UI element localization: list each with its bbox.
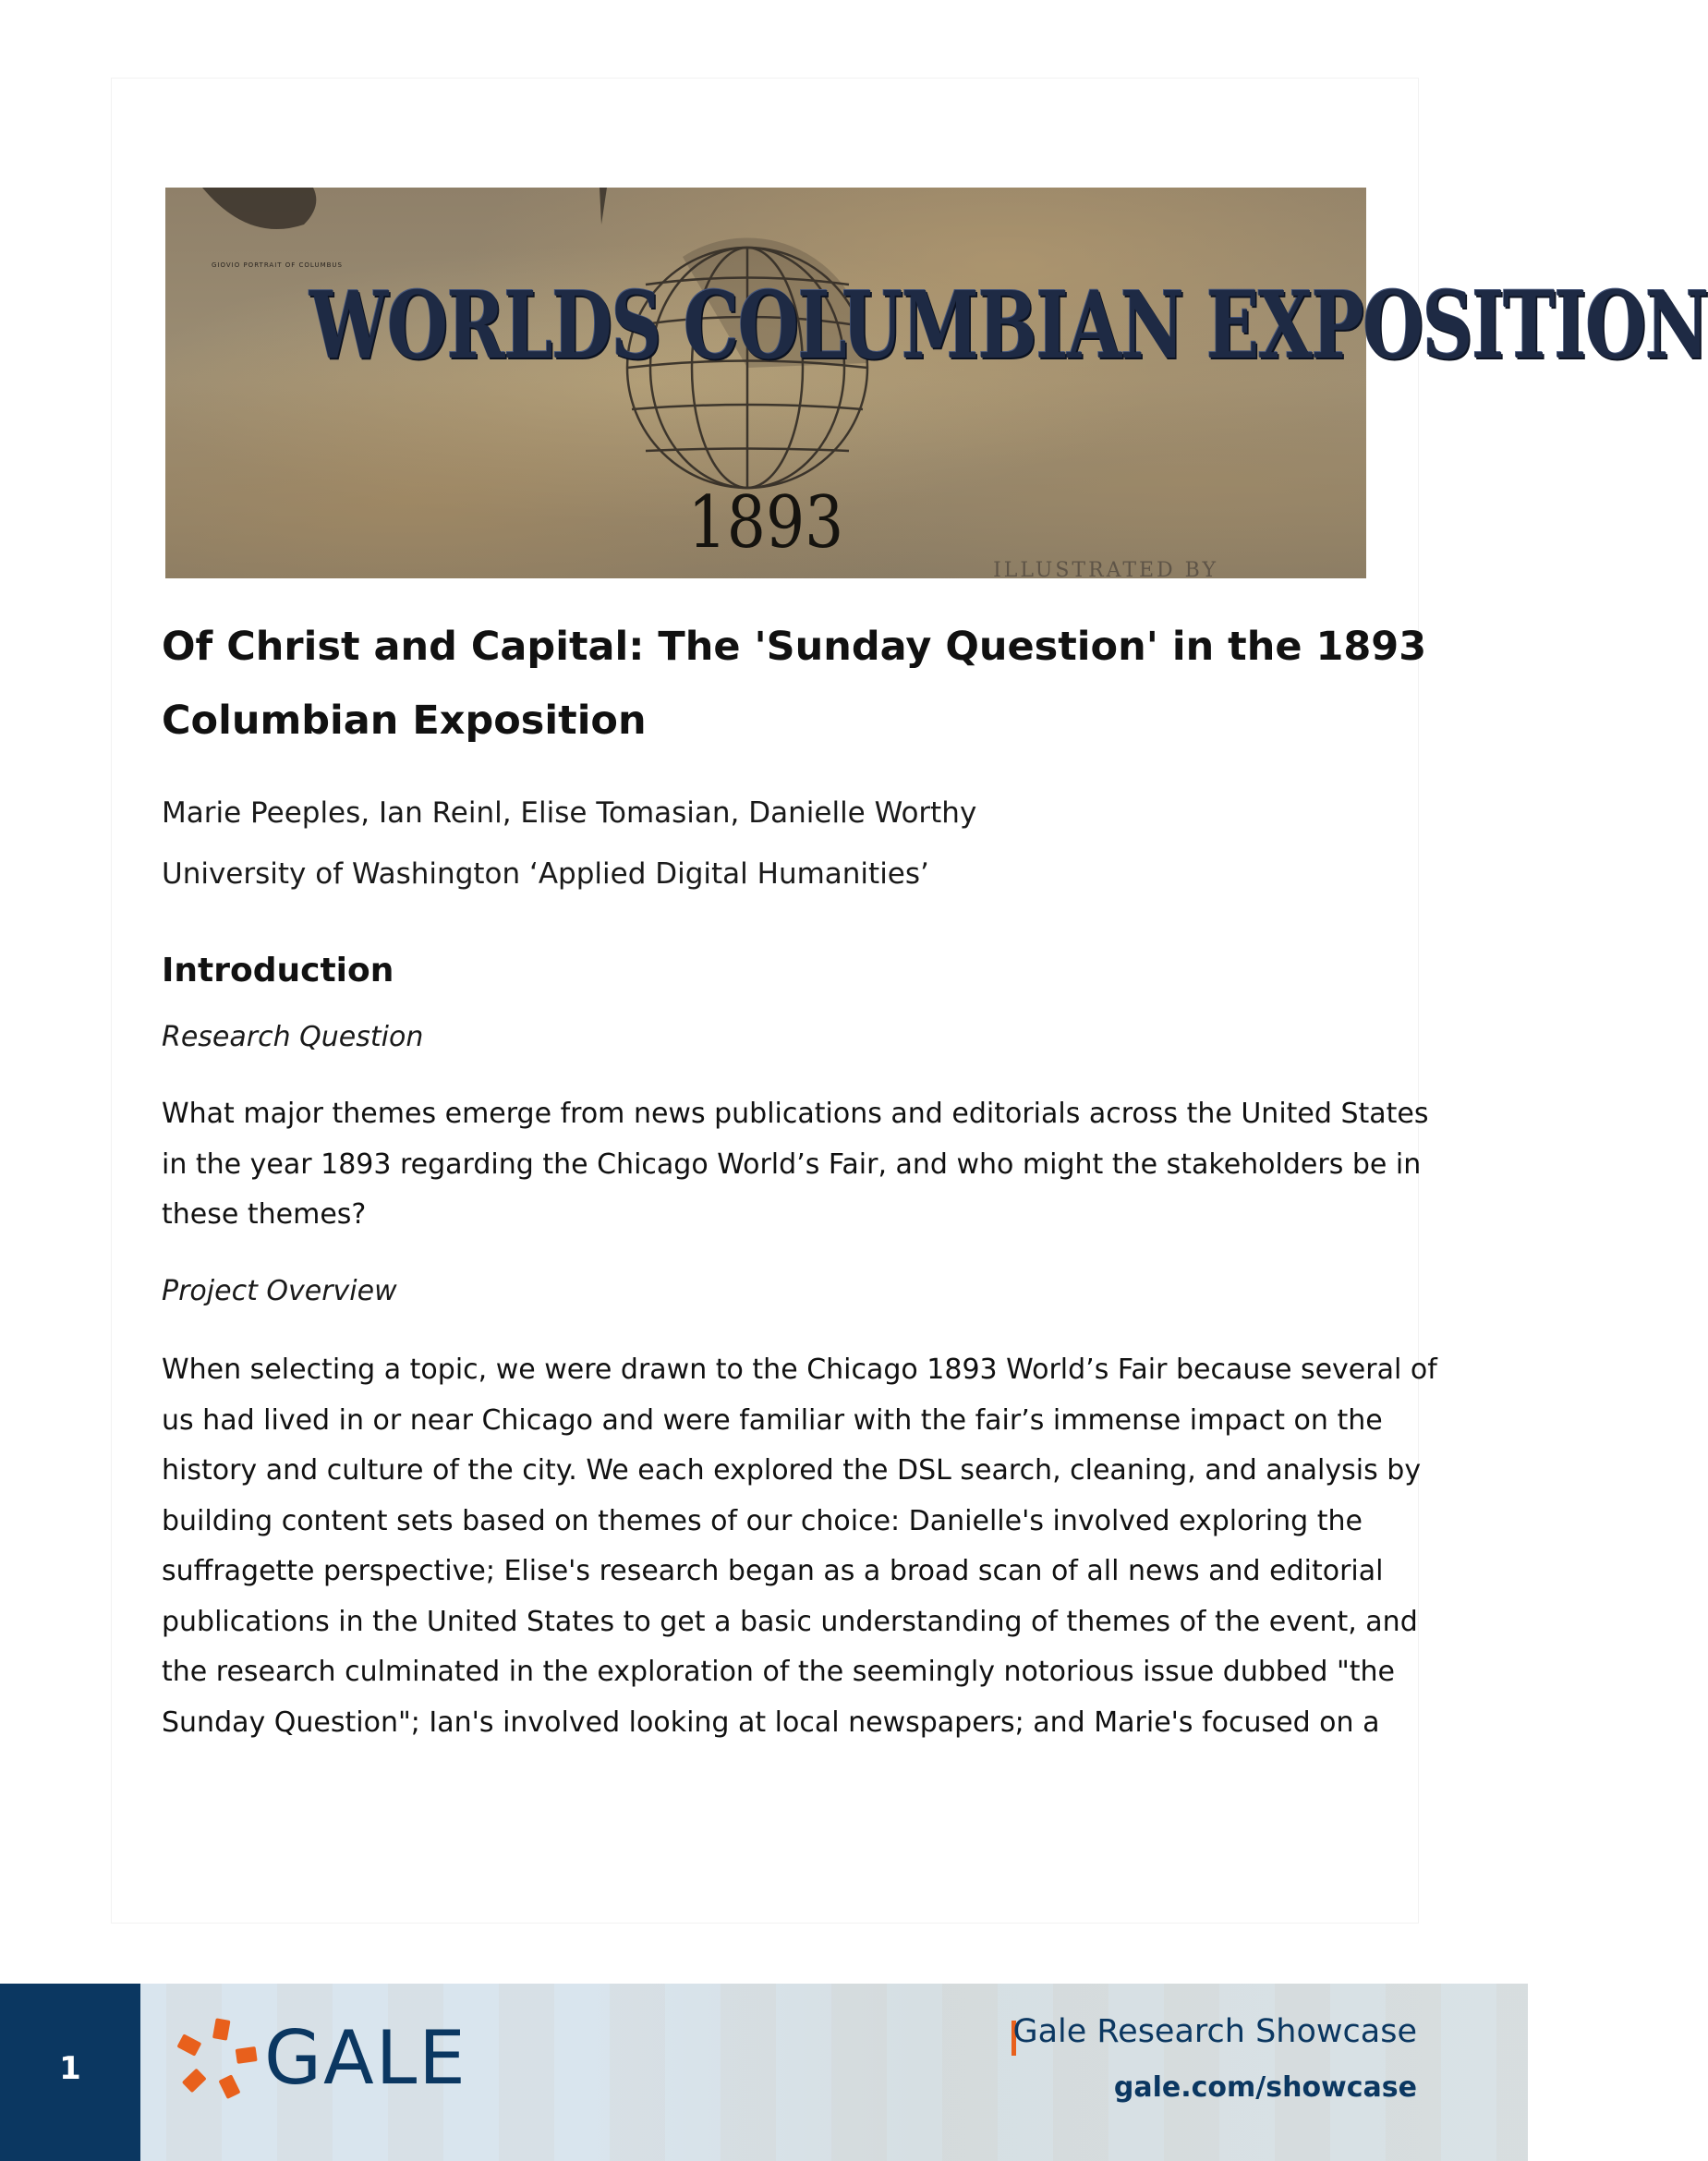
page-footer <box>0 1984 1528 2161</box>
showcase-title: Gale Research Showcase <box>1012 2013 1417 2050</box>
paragraph-line: these themes? <box>162 1198 367 1231</box>
subheading-project-overview: Project Overview <box>162 1275 397 1307</box>
paragraph-line: building content sets based on themes of our choice: Danielle's involved exploring the <box>162 1504 1363 1537</box>
authors: Marie Peeples, Ian Reinl, Elise Tomasian, Danielle Worthy <box>162 796 977 830</box>
banner-year: 1893 <box>687 481 844 565</box>
paragraph-line: publications in the United States to get a basic understanding of themes of the event, and <box>162 1605 1418 1638</box>
banner-caption: GIOVIO PORTRAIT OF COLUMBUS <box>212 261 344 269</box>
page-number: 1 <box>59 2050 81 2087</box>
affiliation: University of Washington ‘Applied Digital Humanities’ <box>162 857 929 891</box>
title-line: Columbian Exposition <box>162 698 647 744</box>
gale-logo-icon <box>172 2015 260 2104</box>
section-heading-introduction: Introduction <box>162 952 394 989</box>
page-number-box <box>0 1984 140 2161</box>
paragraph-line: history and culture of the city. We each explored the DSL search, cleaning, and analysis by <box>162 1454 1422 1487</box>
paragraph-line: suffragette perspective; Elise's research began as a broad scan of all news and editorial <box>162 1555 1384 1587</box>
paragraph-line: When selecting a topic, we were drawn to the Chicago 1893 World’s Fair because several of <box>162 1354 1437 1386</box>
project-overview-paragraph <box>162 1345 1437 1748</box>
paragraph-line: Sunday Question"; Ian's involved looking at local newspapers; and Marie's focused on a <box>162 1706 1380 1739</box>
banner-corner-text: ILLUSTRATED BY <box>993 559 1218 582</box>
banner-title: WORLDS COLUMBIAN EXPOSITION <box>309 271 1708 380</box>
paragraph-line: us had lived in or near Chicago and were familiar with the fair’s immense impact on the <box>162 1403 1383 1437</box>
paragraph-line: in the year 1893 regarding the Chicago World’s Fair, and who might the stakeholders be in <box>162 1147 1422 1181</box>
research-question-paragraph <box>162 1089 1429 1241</box>
title-line: Of Christ and Capital: The 'Sunday Question' in the 1893 <box>162 624 1427 670</box>
banner-image <box>165 188 1708 582</box>
paragraph-line: the research culminated in the exploration of the seemingly notorious issue dubbed "the <box>162 1656 1395 1688</box>
paragraph-line: What major themes emerge from news publications and editorials across the United States <box>162 1098 1429 1130</box>
document-title <box>162 610 1427 758</box>
subheading-research-question: Research Question <box>162 1021 424 1053</box>
showcase-link[interactable]: gale.com/showcase <box>1113 2071 1417 2104</box>
gale-wordmark: GALE <box>264 2015 467 2101</box>
